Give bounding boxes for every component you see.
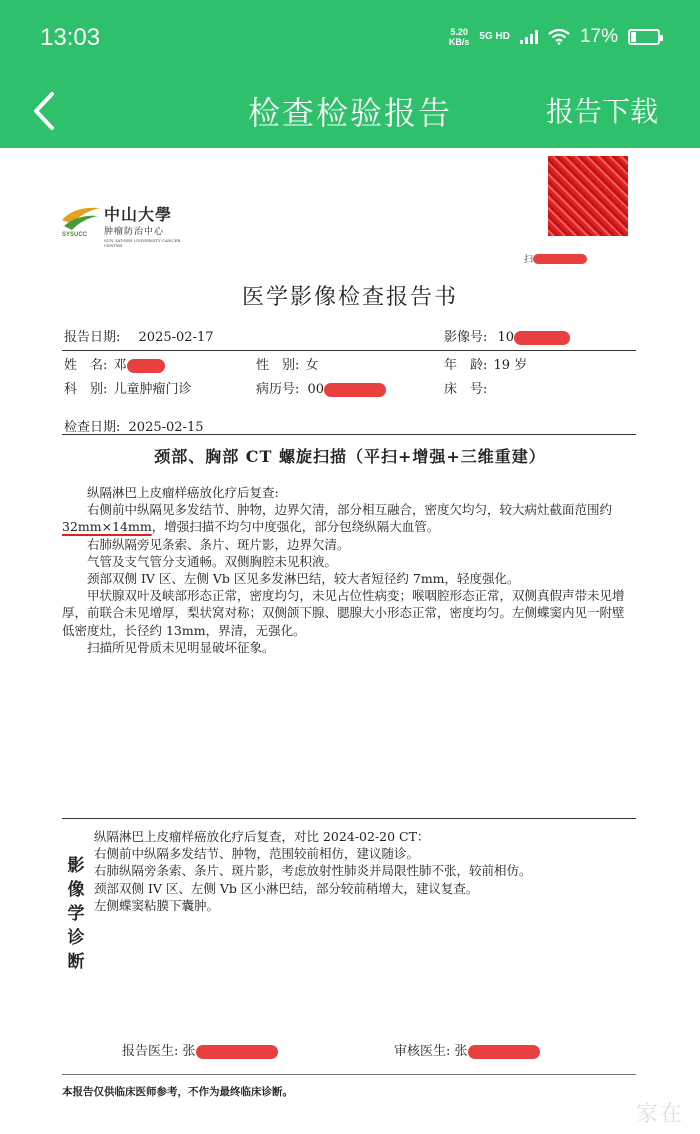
exam-date-label: 检查日期: xyxy=(64,420,121,435)
hospital-logo xyxy=(60,198,190,248)
patient-name-label: 姓 名: xyxy=(64,358,108,373)
redaction-mark xyxy=(468,1045,540,1059)
logo-department-name: 肿瘤防治中心 xyxy=(104,227,165,237)
status-time: 13:03 xyxy=(40,24,101,51)
redaction-mark xyxy=(196,1045,278,1059)
diagnosis-label-char: 诊 xyxy=(67,928,85,948)
status-indicators xyxy=(449,26,660,48)
network-speed-value: 5.20 xyxy=(450,27,468,37)
image-number-value: 10 xyxy=(497,330,515,345)
nav-bar xyxy=(0,74,700,148)
record-number-value: 00 xyxy=(307,382,325,397)
findings-text: 右侧前中纵隔见多发结节、肿物，边界欠清，部分相互融合，密度欠均匀，较大病灶截面范围约 xyxy=(87,502,613,518)
diagnosis-label-char: 影 xyxy=(67,856,85,876)
image-number-label: 影像号: xyxy=(444,330,488,345)
findings-paragraph: 甲状腺双叶及峡部形态正常，密度均匀，未见占位性病变；喉咽腔形态正常，双侧真假声带未见增厚，前联合未见增厚，梨状窝对称；双侧颌下腺、腮腺大小形态正常，密度均匀。左侧蝶窦内见一附壁低密度灶，长径约 13mm，界清，无强化。 xyxy=(62,588,625,638)
battery-icon xyxy=(628,29,660,45)
sysucc-emblem-icon xyxy=(60,200,102,232)
findings-paragraph: 颈部双侧 IV 区、左侧 Vb 区见多发淋巴结，较大者短径约 7mm，轻度强化。 xyxy=(87,571,520,587)
download-report-button[interactable]: 报告下载 xyxy=(545,95,658,128)
disclaimer: 本报告仅供临床医师参考，不作为最终临床诊断。 xyxy=(62,1086,293,1098)
exam-date-value: 2025-02-15 xyxy=(128,420,204,435)
findings-intro: 纵隔淋巴上皮瘤样癌放化疗后复查: xyxy=(87,485,279,500)
bed-label: 床 号: xyxy=(444,382,488,397)
patient-name-field xyxy=(64,354,165,373)
findings-paragraph: 右肺纵隔旁见条索、条片、斑片影，边界欠清。 xyxy=(87,536,350,552)
qr-caption-text: 扫 xyxy=(524,255,534,265)
divider xyxy=(62,434,636,435)
department-label: 科 别: xyxy=(64,382,108,397)
divider xyxy=(62,818,636,819)
findings-section xyxy=(62,484,636,656)
network-speed-unit: KB/s xyxy=(448,37,470,47)
logo-english-name: SUN YAT-SEN UNIVERSITY CANCER CENTER xyxy=(104,238,181,248)
diagnosis-item: 右肺纵隔旁条索、条片、斑片影，考虑放射性肺炎并局限性肺不张，较前相仿。 xyxy=(94,863,532,879)
diagnosis-label xyxy=(66,854,86,974)
logo-abbreviation: SYSUCC xyxy=(62,232,88,238)
redaction-mark xyxy=(514,331,570,345)
patient-name-value: 邓 xyxy=(113,358,127,373)
age-field xyxy=(444,354,527,373)
exam-title: 颈部、胸部 CT 螺旋扫描（平扫+增强+三维重建） xyxy=(154,447,546,466)
signal-icon xyxy=(520,30,538,44)
department-value: 儿童肿瘤门诊 xyxy=(113,382,192,397)
sex-field xyxy=(256,354,319,373)
network-type: 5G HD xyxy=(479,31,510,42)
findings-paragraph: 扫描所见骨质未见明显破坏征象。 xyxy=(87,639,275,655)
diagnosis-item: 左侧蝶窦粘膜下囊肿。 xyxy=(94,897,220,913)
wifi-icon xyxy=(548,29,570,45)
record-number-field xyxy=(256,378,386,397)
review-doctor-label: 审核医生: xyxy=(394,1044,451,1059)
review-doctor-field xyxy=(394,1040,540,1059)
report-date-field xyxy=(64,326,213,345)
diagnosis-intro: 纵隔淋巴上皮瘤样癌放化疗后复查，对比 2024-02-20 CT： xyxy=(94,829,430,844)
report-doctor-field xyxy=(122,1040,278,1059)
sex-label: 性 别: xyxy=(256,358,300,373)
diagnosis-label-char: 像 xyxy=(67,880,85,900)
status-bar xyxy=(0,0,700,74)
record-number-label: 病历号: xyxy=(256,382,300,397)
sex-value: 女 xyxy=(305,358,319,373)
findings-text: ，增强扫描不均匀中度强化，部分包绕纵隔大血管。 xyxy=(151,519,440,535)
qr-code-redacted xyxy=(548,156,628,236)
bed-field xyxy=(444,378,487,397)
diagnosis-section xyxy=(94,828,636,914)
qr-caption xyxy=(524,252,587,265)
watermark: 家在 xyxy=(635,1102,684,1127)
divider xyxy=(62,350,636,351)
report-document xyxy=(0,148,700,1134)
report-doctor-label: 报告医生: xyxy=(122,1044,179,1059)
document-title: 医学影像检查报告书 xyxy=(241,285,458,310)
battery-level-fill xyxy=(631,32,636,42)
diagnosis-label-char: 断 xyxy=(67,952,85,972)
redaction-mark xyxy=(127,359,165,373)
review-doctor-value: 张 xyxy=(454,1044,468,1059)
logo-university-name: 中山大學 xyxy=(104,205,173,224)
report-date-value: 2025-02-17 xyxy=(138,330,214,345)
department-field xyxy=(64,378,192,397)
lesion-size-highlight: 32mm×14mm xyxy=(62,519,152,535)
battery-percentage: 17% xyxy=(579,26,618,47)
age-label: 年 龄: xyxy=(444,358,488,373)
diagnosis-label-char: 学 xyxy=(67,904,85,924)
report-doctor-value: 张 xyxy=(182,1044,196,1059)
image-number-field xyxy=(444,326,570,345)
network-speed xyxy=(449,27,470,47)
age-value: 19 岁 xyxy=(493,358,528,373)
diagnosis-item: 右侧前中纵隔多发结节、肿物，范围较前相仿，建议随诊。 xyxy=(94,846,420,862)
redaction-mark xyxy=(324,383,386,397)
exam-date-field xyxy=(64,416,203,435)
report-date-label: 报告日期: xyxy=(64,330,121,345)
findings-paragraph: 气管及支气管分支通畅。双侧胸腔未见积液。 xyxy=(87,553,338,569)
divider xyxy=(62,1074,636,1075)
findings-paragraph xyxy=(62,501,636,535)
page-title: 检查检验报告 xyxy=(247,94,452,132)
diagnosis-item: 颈部双侧 IV 区、左侧 Vb 区小淋巴结，部分较前稍增大，建议复查。 xyxy=(94,880,479,896)
redaction-mark xyxy=(533,254,587,264)
